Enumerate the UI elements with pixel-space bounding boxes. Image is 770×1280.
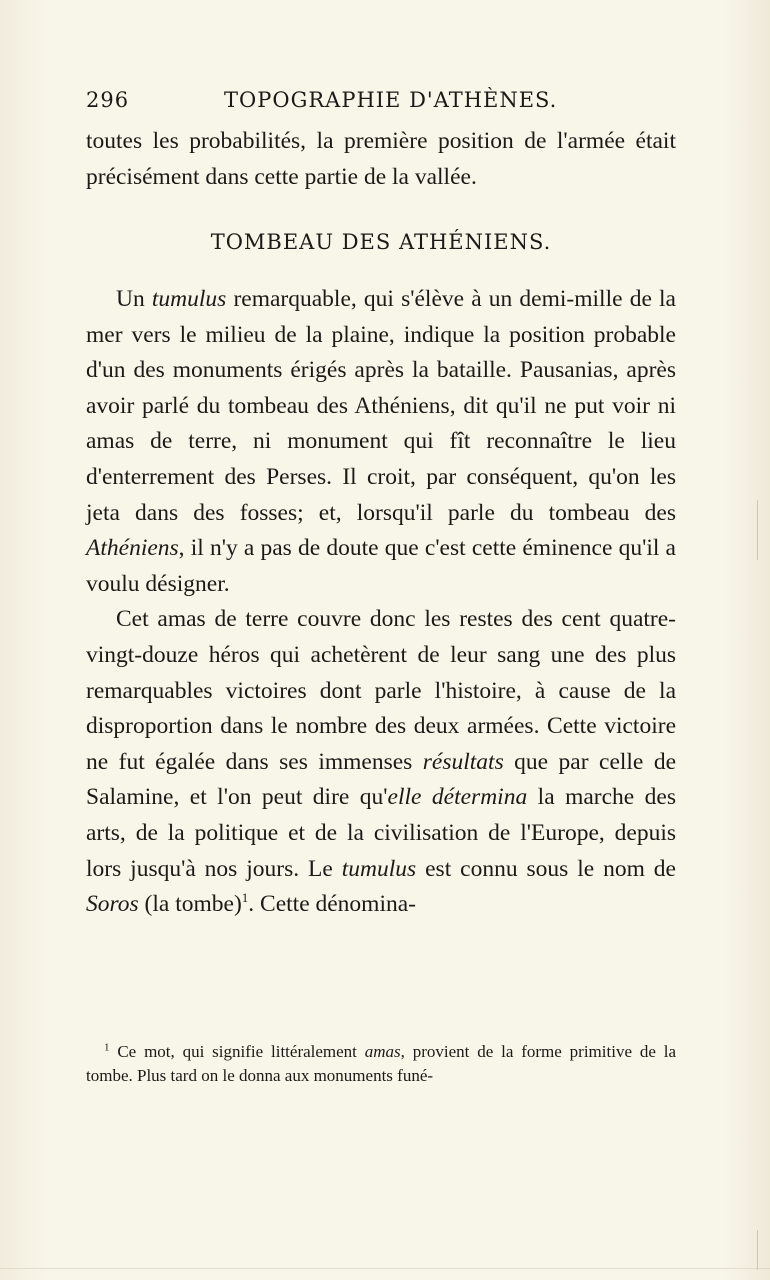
p2-end: . Cette dénomina- — [248, 891, 416, 918]
p2-mid3: est connu sous le nom de — [416, 855, 676, 882]
main-text — [86, 282, 676, 923]
p1-tumulus: tumulus — [151, 286, 227, 312]
p2-space — [421, 784, 431, 810]
continuation-text: toutes les probabilités, la première position de l'armée était précisément dans cette partie de la vallée. — [86, 128, 676, 190]
p2-results: résultats — [422, 748, 504, 775]
page-edge-mark — [757, 500, 758, 560]
page-bottom-edge — [0, 1268, 770, 1269]
page-header — [86, 88, 686, 122]
running-title: TOPOGRAPHIE D'ATHÈNES. — [224, 88, 558, 112]
p2-mid1: que par celle de Salamine, et l'on peut dire qu' — [86, 748, 676, 811]
footnote-amas: amas — [364, 1042, 401, 1061]
p2-tumulus: tumulus — [341, 855, 417, 882]
footnote-reference[interactable]: 1 — [241, 890, 249, 906]
p2-determina: détermina — [431, 784, 528, 811]
page-number: 296 — [86, 88, 130, 112]
p1-athenians: Athéniens — [86, 535, 179, 562]
section-title: TOMBEAU DES ATHÉNIENS. — [210, 230, 552, 254]
paragraph-2 — [86, 602, 676, 922]
footnotes — [86, 1040, 676, 1088]
p2-mid4: (la tombe) — [138, 891, 242, 918]
footnote-number: 1 — [104, 1041, 110, 1054]
p1-end: , il n'y a pas de doute que c'est cette éminence qu'il a voulu désigner. — [86, 535, 676, 597]
p1-rest: remarquable, qui s'élève à un demi-mille de la mer vers le milieu de la plaine, indique la position probable d'un des monuments érigés après la bataille. Pausanias, après avoir parlé du tombeau des Athéniens, dit qu'il ne put voir ni amas de terre, ni monument qui fît reconnaître le lieu d'enterrement des Perses. Il croit, par conséquent, qu'on les jeta dans des fosses; et, lorsqu'il parle du tombeau des — [86, 286, 676, 526]
p2-mid2: la marche des arts, de la politique et de la civilisation de l'Europe, depuis lors jusqu'à nos jours. Le — [86, 784, 677, 882]
p2-elle: elle — [387, 784, 422, 811]
p2-start: Cet amas de terre couvre donc les restes des cent quatre-vingt-douze héros qui achetèrent de leur sang une des plus remarquables victoires dont parle l'histoire, à cause de la disproportion dans le nombre des deux armées. Cette victoire ne fut égalée dans ses immenses — [86, 606, 676, 775]
page-edge-mark — [757, 1230, 758, 1270]
footnote-text-end: , provient de la forme primitive de la tombe. Plus tard on le donna aux monuments funé- — [86, 1042, 676, 1085]
paragraph-1 — [86, 282, 676, 602]
p1-start: Un — [116, 286, 152, 312]
footnote-text-start: Ce mot, qui signifie littéralement — [109, 1042, 365, 1061]
p2-soros: Soros — [86, 891, 139, 918]
continuation-paragraph — [86, 124, 676, 195]
footnote-1 — [86, 1040, 676, 1088]
